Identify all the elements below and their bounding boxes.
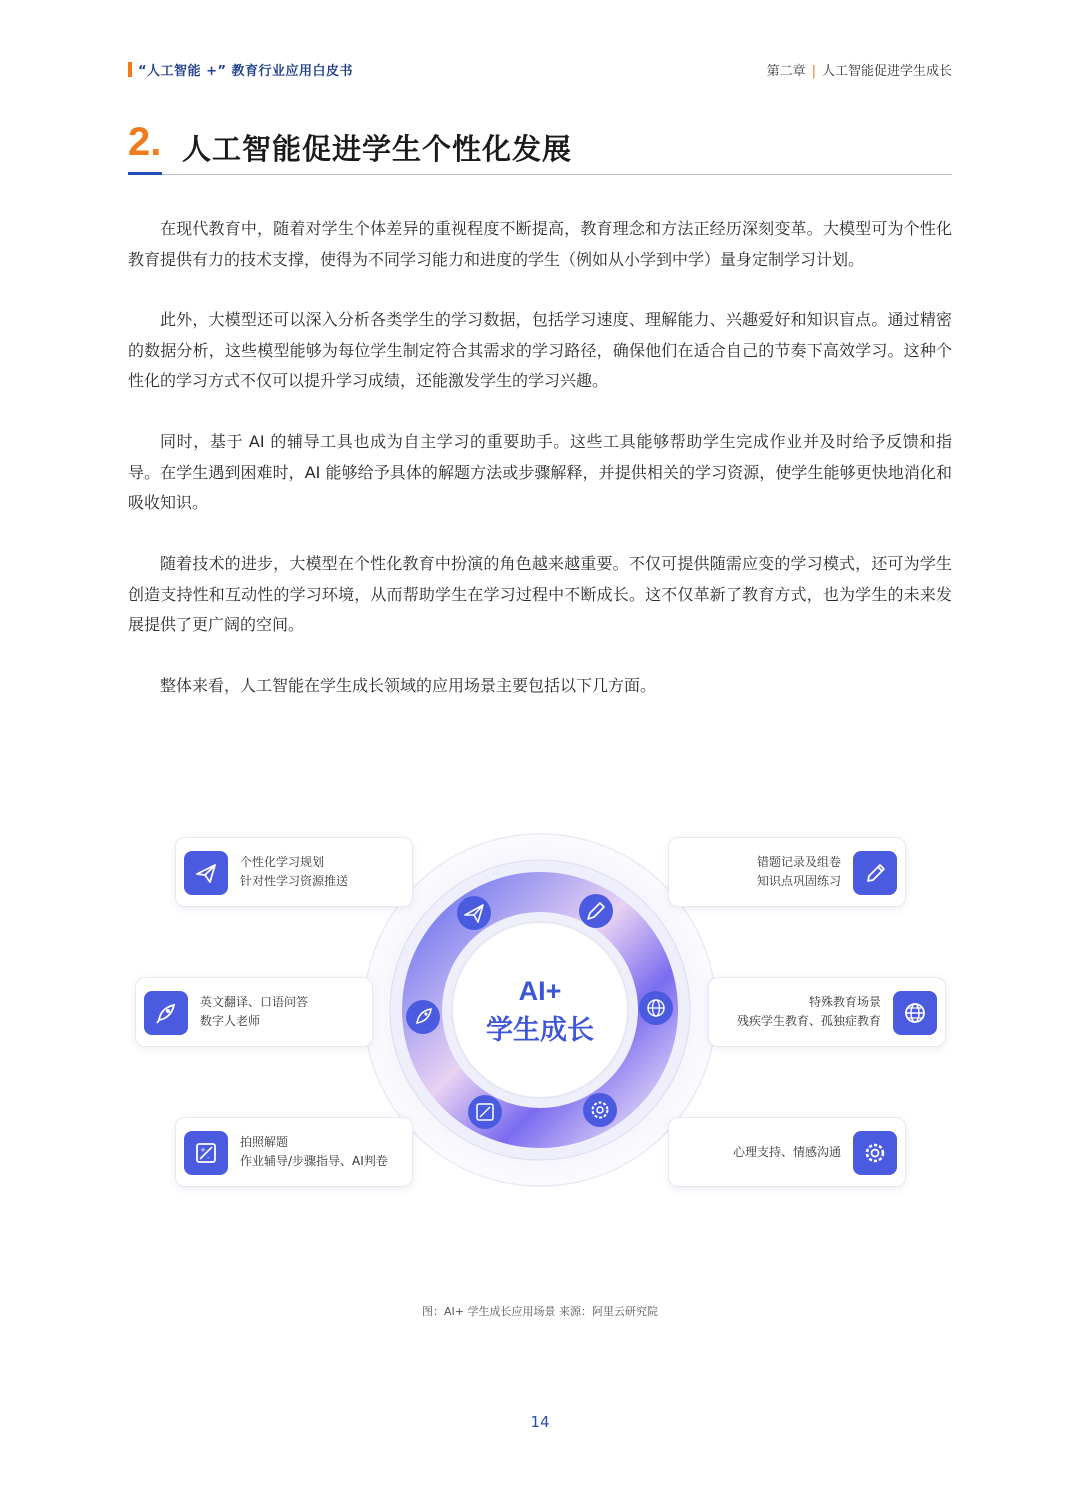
section-number: 2. bbox=[128, 120, 162, 164]
card-subtitle: 数字人老师 bbox=[200, 1014, 261, 1028]
card-subtitle: 作业辅导/步骤指导、AI判卷 bbox=[240, 1154, 388, 1168]
paragraph-4: 随着技术的进步，大模型在个性化教育中扮演的角色越来越重要。不仅可提供随需应变的学习模式，还可为学生创造支持性和互动性的学习环境，从而帮助学生在学习过程中不断成长。这不仅革新了教育方式，也为学生的未来发展提供了更广阔的空间。 bbox=[128, 554, 952, 634]
section-title: 人工智能促进学生个性化发展 bbox=[182, 132, 573, 166]
svg-text:+: + bbox=[200, 1146, 206, 1154]
scenario-card-photo-solving bbox=[175, 1117, 413, 1187]
page-number: 14 bbox=[530, 1413, 550, 1431]
ring-node-pencil-icon bbox=[579, 894, 613, 928]
header-chapter: 第二章 | 人工智能促进学生成长 bbox=[766, 64, 952, 79]
card-title: 错题记录及组卷 bbox=[756, 855, 841, 869]
pencil-icon bbox=[853, 851, 897, 895]
diagram-center-subtitle: 学生成长 bbox=[486, 1015, 594, 1046]
paper-plane-icon bbox=[184, 851, 228, 895]
header-chapter-number: 第二章 bbox=[766, 64, 806, 79]
paragraph-2: 此外，大模型还可以深入分析各类学生的学习数据，包括学习速度、理解能力、兴趣爱好和知识盲点。通过精密的数据分析，这些模型能够为每位学生制定符合其需求的学习路径，确保他们在适合自己的节奏下高效学习。这种个性化的学习方式不仅可以提升学习成绩，还能激发学生的学习兴趣。 bbox=[128, 310, 952, 390]
paragraph-5: 整体来看，人工智能在学生成长领域的应用场景主要包括以下几方面。 bbox=[160, 676, 657, 695]
svg-text:-: - bbox=[207, 1154, 210, 1162]
scenario-card-error-notebook bbox=[668, 837, 906, 907]
diagram-center-title: AI+ bbox=[518, 976, 562, 1006]
ring-node-paper-plane-icon bbox=[457, 896, 491, 930]
header-document-title: “人工智能 +” 教育行业应用白皮书 bbox=[138, 64, 354, 79]
figure-caption: 图：AI+ 学生成长应用场景 来源：阿里云研究院 bbox=[422, 1305, 658, 1318]
header-chapter-title: 人工智能促进学生成长 bbox=[821, 64, 952, 79]
scenario-card-english-speaking bbox=[135, 977, 373, 1047]
ring-node-globe-icon bbox=[639, 991, 673, 1025]
scenario-card-special-education bbox=[708, 977, 946, 1047]
card-title: 心理支持、情感沟通 bbox=[732, 1145, 841, 1159]
card-subtitle: 知识点巩固练习 bbox=[756, 874, 841, 888]
scenario-card-personalized-learning bbox=[175, 837, 413, 907]
card-subtitle: 残疾学生教育、孤独症教育 bbox=[736, 1014, 881, 1028]
formula-icon bbox=[184, 1131, 228, 1175]
card-title: 特殊教育场景 bbox=[808, 995, 881, 1009]
rocket-icon bbox=[144, 991, 188, 1035]
ring-node-formula-icon bbox=[468, 1095, 502, 1129]
globe-icon bbox=[893, 991, 937, 1035]
card-title: 个性化学习规划 bbox=[240, 855, 325, 869]
scenario-card-mental-support bbox=[668, 1117, 906, 1187]
paragraph-3: 同时，基于 AI 的辅导工具也成为自主学习的重要助手。这些工具能够帮助学生完成作业并及时给予反馈和指导。在学生遇到困难时，AI 能够给予具体的解题方法或步骤解释，并提供相关的学习资源，使学生能够更快地消化和吸收知识。 bbox=[128, 432, 952, 512]
ring-node-rocket-icon bbox=[406, 1000, 440, 1034]
card-title: 拍照解题 bbox=[240, 1135, 289, 1149]
ring-node-gear-icon bbox=[583, 1093, 617, 1127]
paragraph-1: 在现代教育中，随着对学生个体差异的重视程度不断提高，教育理念和方法正经历深刻变革。大模型可为个性化教育提供有力的技术支撑，使得为不同学习能力和进度的学生（例如从小学到中学）量身定制学习计划。 bbox=[128, 219, 952, 269]
card-subtitle: 针对性学习资源推送 bbox=[240, 874, 349, 888]
gear-icon bbox=[853, 1131, 897, 1175]
card-title: 英文翻译、口语问答 bbox=[200, 995, 309, 1009]
